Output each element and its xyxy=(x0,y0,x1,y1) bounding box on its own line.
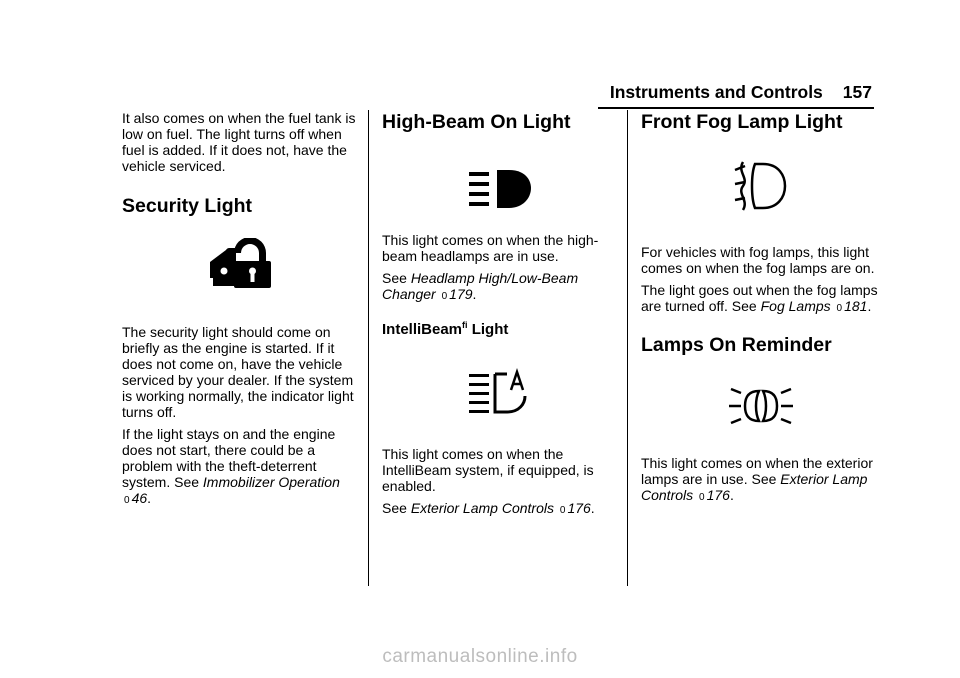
column-divider-left xyxy=(368,110,369,586)
page-ref-46[interactable]: 46 xyxy=(131,490,148,506)
lamps-paragraph: This light comes on when the exterior lamps are in use. See Exterior Lamp Controls 0 176. xyxy=(641,455,873,503)
page-ref-arrow: 0 xyxy=(559,505,566,516)
security-paragraph-2: If the light stays on and the engine does not start, there could be a problem with the theft-deterrent system. See Immobilizer Operation 0 46. xyxy=(122,426,340,506)
headlamp-changer-link[interactable]: Headlamp High/Low-Beam Changer xyxy=(382,270,579,302)
front-fog-lamp-icon xyxy=(641,158,881,232)
exterior-lamp-controls-link[interactable]: Exterior Lamp Controls xyxy=(641,471,868,503)
intellibeam-heading: IntelliBeam$^{fi}$ Light xyxy=(382,320,509,338)
page-ref-arrow: 0 xyxy=(836,303,843,314)
page-header xyxy=(610,82,872,103)
fog-paragraph-1: For vehicles with fog lamps, this light comes on when the fog lamps are on. xyxy=(641,244,875,276)
high-beam-heading: High-Beam On Light xyxy=(382,111,571,133)
lamps-on-reminder-heading: Lamps On Reminder xyxy=(641,334,832,356)
watermark: carmanualsonline.info xyxy=(382,646,578,667)
intro-paragraph: It also comes on when the fuel tank is low on fuel. The light turns off when fuel is added. If it does not, have the vehicle serviced. xyxy=(122,110,356,174)
high-beam-see: See Headlamp High/Low-Beam Changer 0 179. xyxy=(382,270,579,302)
immobilizer-link[interactable]: Immobilizer Operation xyxy=(202,474,340,490)
page-ref-arrow: 0 xyxy=(124,495,130,506)
security-paragraph-1: The security light should come on briefly as the engine is started. If it does not come on, have the vehicle serviced by your dealer. If the system is working normally, the indicator light turns off. xyxy=(122,324,354,420)
fog-lamps-link[interactable]: Fog Lamps xyxy=(760,298,831,314)
page-number: 157 xyxy=(842,82,872,102)
intellibeam-see: See Exterior Lamp Controls 0 176. xyxy=(382,500,595,516)
front-fog-lamp-heading: Front Fog Lamp Light xyxy=(641,111,843,133)
page-ref-176[interactable]: 176 xyxy=(706,487,730,503)
page-ref-arrow: 0 xyxy=(441,291,448,302)
header-rule xyxy=(598,107,874,109)
security-lock-car-icon xyxy=(122,238,358,308)
security-light-heading: Security Light xyxy=(122,195,253,217)
intellibeam-icon xyxy=(382,368,614,438)
page-ref-181[interactable]: 181 xyxy=(844,298,868,314)
lamps-on-reminder-icon xyxy=(641,381,881,447)
intellibeam-paragraph: This light comes on when the IntelliBeam system, if equipped, is enabled. xyxy=(382,446,594,494)
exterior-lamp-controls-link[interactable]: Exterior Lamp Controls xyxy=(410,500,554,516)
fog-paragraph-2: The light goes out when the fog lamps are turned off. See Fog Lamps 0 181. xyxy=(641,282,878,314)
section-title: Instruments and Controls xyxy=(609,82,823,102)
column-divider-right xyxy=(627,110,628,586)
page-ref-179[interactable]: 179 xyxy=(449,286,473,302)
column-2 xyxy=(382,110,614,525)
high-beam-paragraph: This light comes on when the high-beam headlamps are in use. xyxy=(382,232,599,264)
page-ref-arrow: 0 xyxy=(699,492,705,503)
column-1 xyxy=(122,110,358,515)
high-beam-icon xyxy=(382,164,614,224)
page-ref-176[interactable]: 176 xyxy=(567,500,591,516)
column-3 xyxy=(641,110,881,512)
